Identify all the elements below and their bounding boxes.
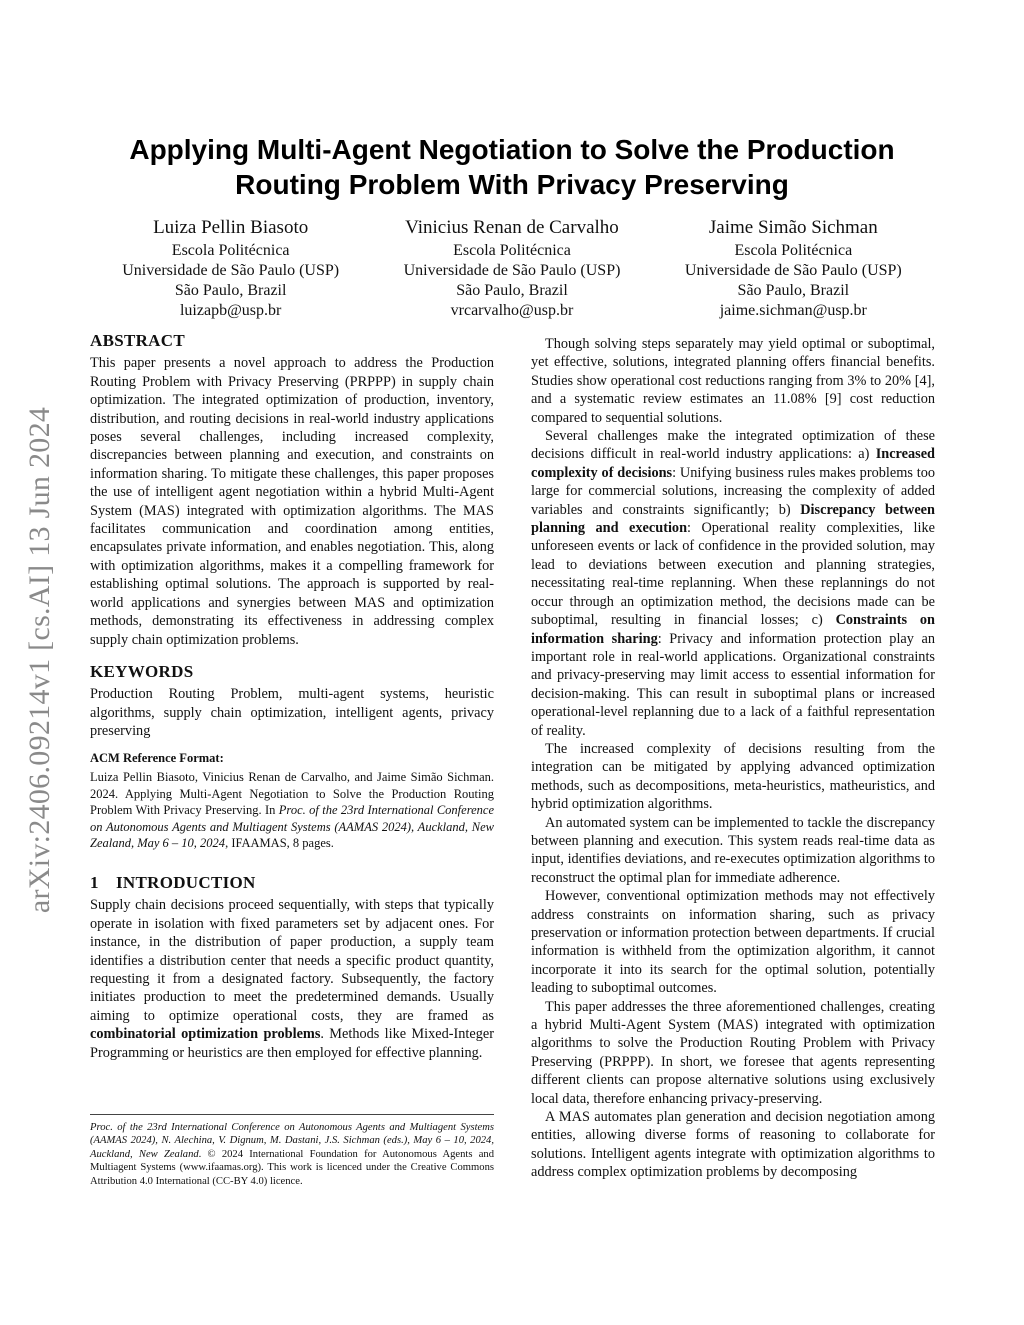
p2-bold-2: Discrepancy between planning and execution <box>531 501 935 537</box>
author-email[interactable]: luizapb@usp.br <box>179 302 282 319</box>
author-1 <box>122 214 339 321</box>
author-block <box>90 214 934 321</box>
author-location: São Paulo, Brazil <box>456 282 568 299</box>
author-dept: Escola Politécnica <box>734 242 853 259</box>
acm-reference-section <box>90 749 494 852</box>
right-column <box>531 335 935 1182</box>
acm-tail: , IFAAMAS, 8 pages. <box>225 836 334 851</box>
intro-text-b: . Methods like Mixed-Integer Programming or heuristics are then employed for effective planning. <box>90 1026 494 1061</box>
right-paragraph-7: A MAS automates plan generation and decision negotiation among entities, allowing diverse forms of reasoning to collaborate for solutions. Intelligent agents integrate with optimization algorithms to address complex optimization problems by decomposing <box>531 1109 935 1181</box>
p2-bold-1: Increased complexity of decisions <box>531 446 935 481</box>
abstract-text: This paper presents a novel approach to address the Production Routing Problem with Privacy Preserving (PRPPP) in supply chain optimization. The integrated optimization of production, inventory, distribution, and routing decisions in real-world industry applications poses several challenges, including increased complexity, discrepancies between planning and execution, and constraints on information sharing. To mitigate these challenges, this paper proposes the use of intelligent agent negotiation within a hybrid Multi-Agent System (MAS) integrated with optimization algorithms. The MAS facilitates communication and coordination among entities, encapsulates private information, and enables negotiation. This, along with optimization algorithms, makes it a compelling framework for establishing optimal solutions. The approach is supported by real-world applications and synergies between MAS and optimization methods, demonstrating its effectiveness in addressing complex supply chain optimization problems. <box>90 355 494 648</box>
keywords-text: Production Routing Problem, multi-agent systems, heuristic algorithms, supply chain optimization, intelligent agents, privacy preserving <box>90 686 494 740</box>
introduction-section <box>90 874 494 1062</box>
arxiv-id: arXiv:2406.09214v1 [cs.AI] 13 Jun 2024 <box>23 406 56 914</box>
intro-paragraph <box>90 896 494 1062</box>
acm-reference-text <box>90 769 494 852</box>
footnote-italic: Proc. of the 23rd International Conference on Autonomous Agents and Multiagent Systems (AAMAS 2024), N. Alechina, V. Dignum, M. Dastani, J.S. Sichman (eds.), May 6 – 10, 2024, Auckland, New Zealand <box>90 1122 494 1160</box>
intro-text-a: Supply chain decisions proceed sequentially, with steps that typically operate in isolation with fixed parameters set by adjacent ones. For instance, in the distribution of paper production, a supply team identifies a distribution center that needs a specific product quantity, requesting it from a designated factory. Subsequently, the factory initiates production to meet the predetermined demands. Usually aiming to optimize operational costs, they are framed as <box>90 897 494 1024</box>
abstract-heading: ABSTRACT <box>90 331 185 350</box>
arxiv-watermark <box>20 370 60 950</box>
author-dept: Escola Politécnica <box>453 242 571 259</box>
author-2 <box>404 214 621 321</box>
p2-text-a: Several challenges make the integrated optimization of these decisions difficult in real-world industry applications: a) <box>531 428 935 463</box>
author-dept: Escola Politécnica <box>171 242 290 259</box>
author-univ: Universidade de São Paulo (USP) <box>122 262 340 279</box>
p2-text-c: : Unifying business rules makes problems too large for commercial solutions, increasing the complexity of added variables and constraints significantly; b) <box>531 464 935 518</box>
author-univ: Universidade de São Paulo (USP) <box>403 262 621 279</box>
author-location: São Paulo, Brazil <box>174 282 287 299</box>
right-paragraph-6: This paper addresses the three aforementioned challenges, creating a hybrid Multi-Agent System (MAS) integrated with optimization algorithms to solve the Production Routing Problem with Privacy Preserving (PRPPP). In short, we foresee that agents representing different clients can propose alternative solutions using exclusively local data, therefore enhancing privacy-preserving. <box>531 998 935 1107</box>
section-number: 1 <box>90 872 99 892</box>
author-3 <box>685 214 902 321</box>
author-name: Jaime Simão Sichman <box>708 217 878 238</box>
keywords-section <box>90 663 494 741</box>
author-location: São Paulo, Brazil <box>737 282 850 299</box>
section-title: INTRODUCTION <box>116 872 256 892</box>
right-paragraph-2 <box>531 427 935 740</box>
footnote-rest: . © 2024 International Foundation for Autonomous Agents and Multiagent Systems (www.ifaamas.org). This work is licenced under the Creative Commons Attribution 4.0 International (CC-BY 4.0) licence. <box>90 1148 494 1187</box>
acm-venue: Proc. of the 23rd International Conference on Autonomous Agents and Multiagent Systems (AAMAS 2024), Auckland, New Zealand, May 6 – 10, 2024 <box>90 803 494 851</box>
author-name: Vinicius Renan de Carvalho <box>405 217 619 238</box>
introduction-heading <box>90 874 494 892</box>
footnote <box>90 1114 494 1188</box>
right-paragraph-5: However, conventional optimization methods may not effectively address constraints on information sharing, such as privacy preservation or information protection between departments. If crucial information is withheld from the optimization algorithm, it cannot incorporate it into its search for the optimal solution, potentially leading to suboptimal outcomes. <box>531 888 935 997</box>
left-column <box>90 332 494 1076</box>
p2-text-e: : Privacy and information protection play an important role in real-world applications. Organizational constraints and privacy-preserving may limit access to essential information for decision-making. This can result in suboptimal plans or increased operational-level replanning due to a lack of a faithful representation of reality. <box>531 630 935 739</box>
author-univ: Universidade de São Paulo (USP) <box>684 262 902 279</box>
acm-authors: Luiza Pellin Biasoto, Vinicius Renan de Carvalho, and Jaime Simão Sichman. 2024. Applying Multi-Agent Negotiation to Solve the Production Routing Problem With Privacy Preserving. In <box>90 769 494 818</box>
right-paragraph-1: Though solving steps separately may yield optimal or suboptimal, yet effective, solutions, integrated planning offers financial benefits. Studies show operational cost reductions ranging from 3% to 20% [4], and a systematic review estimates an 11.08% [9] cost reduction compared to sequential solutions. <box>531 336 935 426</box>
author-name: Luiza Pellin Biasoto <box>153 217 309 238</box>
author-email[interactable]: jaime.sichman@usp.br <box>719 302 867 319</box>
right-paragraph-3: The increased complexity of decisions resulting from the integration can be mitigated by applying advanced optimization methods, such as decompositions, meta-heuristics, matheuristics, and hybrid optimization algorithms. <box>531 740 935 813</box>
keywords-heading: KEYWORDS <box>90 661 194 681</box>
intro-bold-term: combinatorial optimization problems <box>90 1026 321 1043</box>
p2-bold-3: Constraints on information sharing <box>531 612 935 647</box>
right-paragraph-4: An automated system can be implemented to tackle the discrepancy between planning and execution. This system reads real-time data as input, identifies deviations, and re-executes optimization algorithms to reconstruct the optimal plan for immediate adherence. <box>531 814 935 886</box>
acm-heading: ACM Reference Format: <box>90 750 224 765</box>
paper-title: Applying Multi-Agent Negotiation to Solve the Production Routing Problem With Privacy Preserving <box>129 134 895 200</box>
p2-text-d: : Operational reality complexities, like unforeseen events or lack of confidence in the provided solution, may lead to deviations between execution and planning strategies, necessitating real-time replanning. When these replannings do not occur through an optimization method, the decisions made can be suboptimal, resulting in financial losses; c) <box>531 520 935 629</box>
abstract-section <box>90 332 494 649</box>
author-email[interactable]: vrcarvalho@usp.br <box>450 302 574 319</box>
